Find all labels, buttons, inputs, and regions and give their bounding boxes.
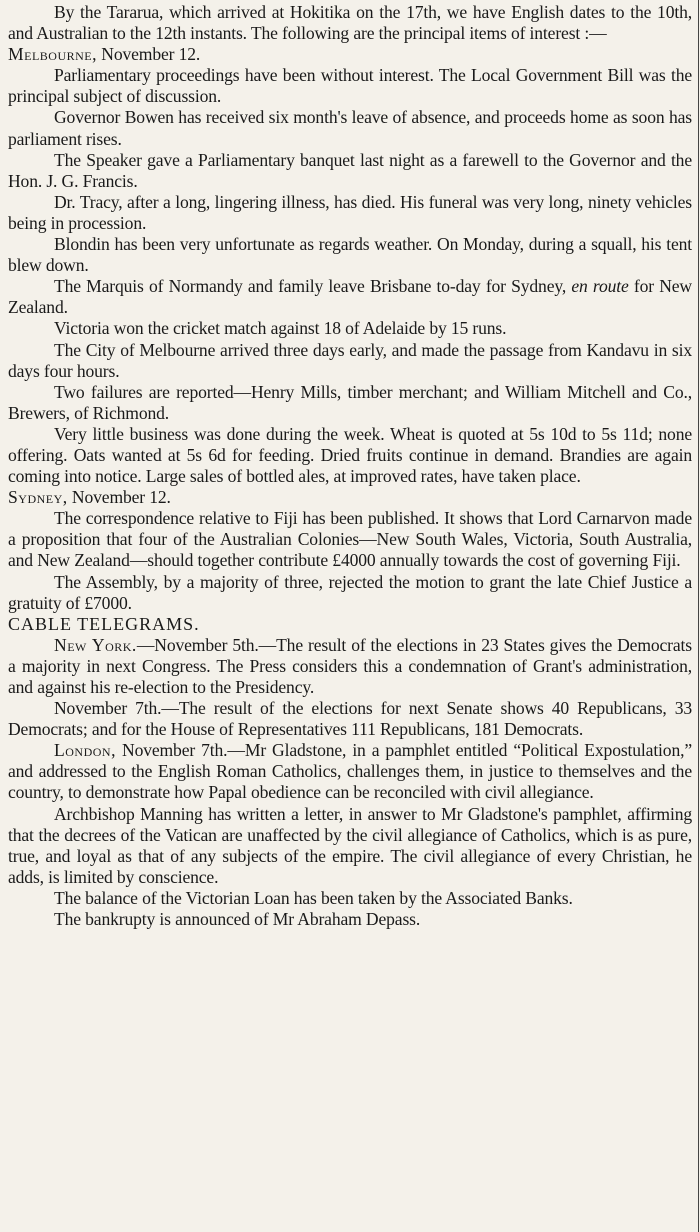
normanby-italic: en route (571, 276, 629, 297)
sydney-item: The correspondence relative to Fiji has been published. It shows that Lord Carnarvon made a proposition that four of the Australian Colonies—New South Wales, Victoria, South Australia, and New Zealand—should together contribute £4000 annually towards the cost of governing Fiji. (8, 508, 692, 571)
melbourne-item: Governor Bowen has received six month's leave of absence, and proceeds home as soon has parliament rises. (8, 107, 692, 149)
cable-item-london (8, 740, 692, 803)
dateline-date: November 12. (97, 44, 201, 65)
sydney-dateline (8, 487, 692, 508)
dateline-date: November 12. (67, 487, 171, 508)
news-column (8, 2, 692, 930)
melbourne-item: The City of Melbourne arrived three days early, and made the passage from Kandavu in six days four hours. (8, 339, 692, 381)
dateline-place: Sydney, (8, 487, 68, 508)
melbourne-item: Dr. Tracy, after a long, lingering illness, has died. His funeral was very long, ninety vehicles being in procession. (8, 191, 692, 233)
melbourne-item: Very little business was done during the week. Wheat is quoted at 5s 10d to 5s 11d; none offering. Oats wanted at 5s 6d for feeding. Dried fruits continue in demand. Brandies are again coming into notice. Large sales of bottled ales, at improved rates, have taken place. (8, 423, 692, 487)
melbourne-dateline (8, 44, 692, 65)
cable-item-new-york (8, 635, 692, 698)
cable-item: Archbishop Manning has written a letter, in answer to Mr Gladstone's pamphlet, affirming that the decrees of the Vatican are unaffected by the civil allegiance of Catholics, which is as pure, true, and loyal as that of any subjects of the empire. The civil allegiance of every Christian, he adds, is limited by conscience. (8, 803, 692, 887)
dateline-place: Melbourne, (8, 44, 98, 65)
cable-item: The bankrupty is announced of Mr Abraham Depass. (54, 909, 421, 930)
melbourne-item: The Speaker gave a Parliamentary banquet last night as a farewell to the Governor and the Hon. J. G. Francis. (8, 149, 692, 191)
cable-item: The balance of the Victorian Loan has been taken by the Associated Banks. (54, 887, 573, 908)
london-place: London, (54, 740, 116, 761)
melbourne-item: Victoria won the cricket match against 18 of Adelaide by 15 runs. (54, 318, 507, 339)
intro-paragraph: By the Tararua, which arrived at Hokitika on the 17th, we have English dates to the 10th, and Australian to the 12th instants. The following are the principal items of interest :— (8, 2, 692, 44)
section-heading: CABLE TELEGRAMS. (8, 613, 200, 634)
cable-item: November 7th.—The result of the elections for next Senate shows 40 Republicans, 33 Democrats; and for the House of Representatives 111 Republicans, 181 Democrats. (8, 698, 692, 740)
normanby-text-b: for New Zealand. (8, 276, 692, 318)
sydney-item: The Assembly, by a majority of three, rejected the motion to grant the late Chief Justice a gratuity of £7000. (8, 571, 692, 613)
new-york-text: —November 5th.—The result of the elections in 23 States gives the Democrats a majority in next Congress. The Press considers this a condemnation of Grant's administration, and against his re-election to the Presidency. (8, 634, 692, 697)
melbourne-item: Two failures are reported—Henry Mills, timber merchant; and William Mitchell and Co., Brewers, of Richmond. (8, 381, 692, 423)
new-york-place: New York. (54, 634, 137, 655)
melbourne-item: Parliamentary proceedings have been without interest. The Local Government Bill was the principal subject of discussion. (8, 65, 692, 107)
london-text: November 7th.—Mr Gladstone, in a pamphlet entitled “Political Expostulation,” and addressed to the English Roman Catholics, challenges them, in justice to themselves and the country, to demonstrate how Papal obedience can be reconciled with civil allegiance. (8, 740, 692, 803)
normanby-text-a: The Marquis of Normandy and family leave Brisbane to-day for Sydney, (54, 276, 572, 297)
melbourne-item: Blondin has been very unfortunate as regards weather. On Monday, during a squall, his tent blew down. (8, 234, 692, 276)
column-rule (698, 0, 699, 1232)
melbourne-item-normanby (8, 276, 692, 318)
